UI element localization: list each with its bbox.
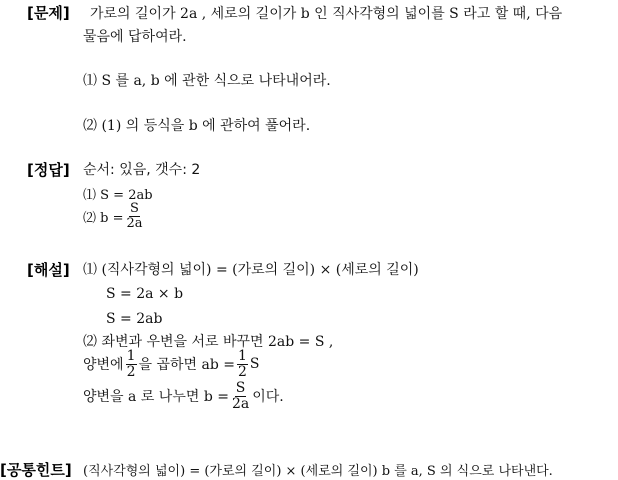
explanation-5-fraction-1 [126,349,137,379]
explanation-4: ⑵ 좌변과 우변을 서로 바꾸면 2ab = S , [83,334,334,350]
explanation-5-text-c: S [249,356,260,373]
explanation-6-fraction [231,381,250,411]
explanation-6-text-b: 이다. [252,389,284,406]
explanation-1: ⑴ (직사각형의 넓이) = (가로의 길이) × (세로의 길이) [83,262,419,278]
problem-text-line2: 물음에 답하여라. [83,29,187,45]
fraction-2-numerator: 1 [238,348,247,364]
answer-1: ⑴ S = 2ab [83,188,153,203]
explanation-5 [83,349,260,379]
hint-tag: [공통힌트] [0,461,72,479]
fraction-1-denominator: 2 [126,363,136,380]
explanation-6-text-a: 양변을 a 로 나누면 b = [83,389,229,406]
explanation-tag: [해설] [27,261,70,279]
answer-2-denominator: 2a [126,215,143,231]
explanation-3: S = 2ab [106,311,163,327]
answer-header: 순서: 있음, 갯수: 2 [83,162,201,178]
question-2: ⑵ (1) 의 등식을 b 에 관하여 풀어라. [83,118,311,134]
explanation-6 [83,381,284,411]
fraction-3-denominator: 2a [231,395,250,412]
question-1: ⑴ S 를 a, b 에 관한 식으로 나타내어라. [83,73,331,89]
answer-2-numerator: S [130,201,139,216]
problem-text-line1: 가로의 길이가 2a , 세로의 길이가 b 인 직사각형의 넓이를 S 라고 할 때, 다음 [90,6,563,22]
answer-2-fraction [125,202,143,230]
fraction-2-denominator: 2 [238,363,247,380]
explanation-5-text-b: 을 곱하면 ab = [138,357,235,374]
explanation-5-text-a: 양변에 [83,357,124,374]
hint-text: (직사각형의 넓이) = (가로의 길이) × (세로의 길이) b 를 a, S 의 식으로 나타낸다. [83,464,553,479]
fraction-3-numerator: S [235,380,246,396]
fraction-1-numerator: 1 [126,348,136,364]
answer-tag: [정답] [27,161,70,179]
problem-tag: [문제] [27,4,70,22]
explanation-2: S = 2a × b [106,286,184,302]
answer-2-label: ⑵ b = [83,210,124,226]
explanation-5-fraction-2 [237,349,248,379]
answer-2 [83,202,146,230]
